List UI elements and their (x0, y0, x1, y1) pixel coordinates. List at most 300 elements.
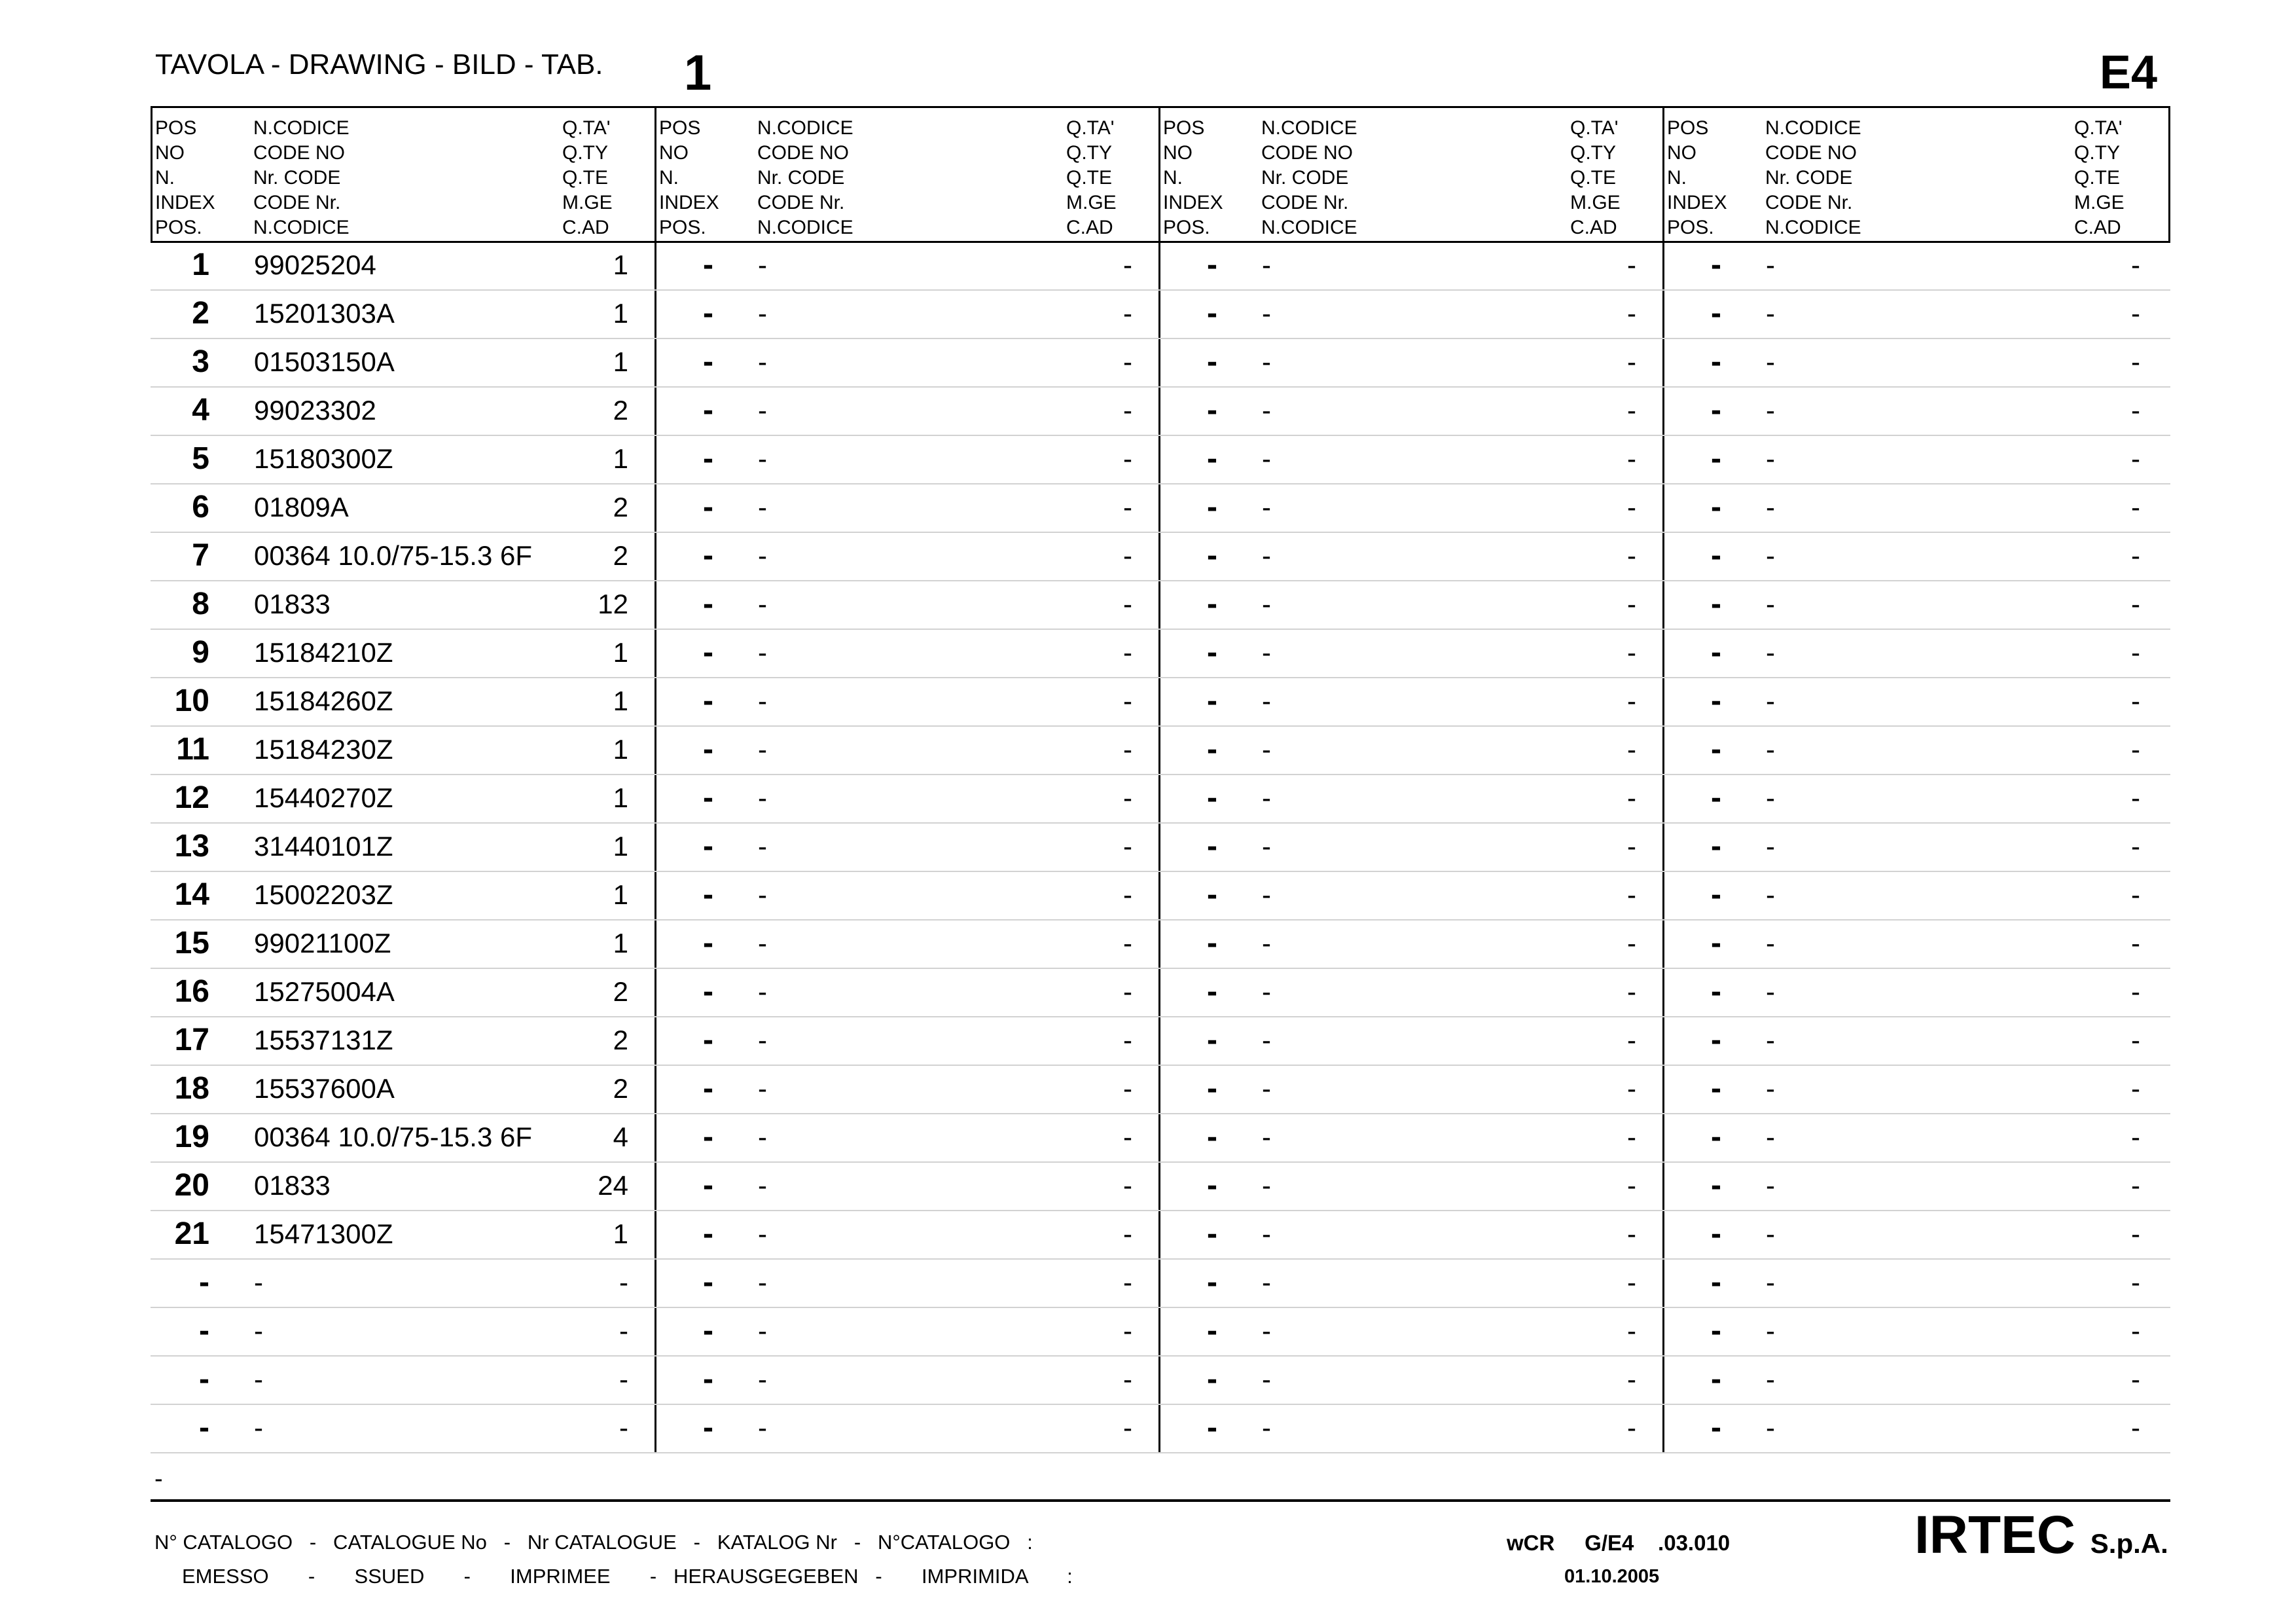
position-number: - (703, 1362, 713, 1396)
part-quantity: 1 (613, 249, 628, 280)
part-code: - (1766, 976, 1775, 1007)
position-number: - (1207, 587, 1217, 621)
part-quantity: 1 (613, 637, 628, 668)
part-code: - (1766, 249, 1775, 280)
part-code: - (1766, 1122, 1775, 1152)
position-number: - (703, 1023, 713, 1057)
part-code: - (1262, 976, 1271, 1007)
part-quantity: - (1627, 782, 1636, 813)
position-number: - (1207, 1410, 1217, 1445)
part-quantity: - (2131, 976, 2140, 1007)
part-code: 00364 10.0/75-15.3 6F (254, 1122, 533, 1152)
position-number: - (703, 1313, 713, 1348)
header-column-1 (152, 108, 656, 241)
part-quantity: 2 (613, 395, 628, 426)
position-number: - (1207, 441, 1217, 476)
part-code: - (758, 976, 767, 1007)
part-quantity: - (1627, 395, 1636, 426)
part-quantity: 1 (613, 298, 628, 329)
part-quantity: - (2131, 1170, 2140, 1201)
part-code: - (1262, 589, 1271, 619)
part-quantity: - (619, 1412, 628, 1443)
part-quantity: - (2131, 734, 2140, 765)
position-number: - (1207, 1216, 1217, 1251)
position-number: - (1207, 490, 1217, 524)
part-quantity: - (1627, 685, 1636, 716)
part-code: 15537600A (254, 1073, 395, 1104)
part-quantity: - (1123, 443, 1132, 474)
position-number: - (1207, 877, 1217, 912)
part-quantity: 1 (613, 685, 628, 716)
part-code: - (1262, 782, 1271, 813)
position-number: 7 (192, 538, 209, 573)
position-number: - (1207, 296, 1217, 331)
part-code: - (758, 1315, 767, 1346)
part-quantity: - (1627, 249, 1636, 280)
header-pos-label: POS NO N. INDEX POS. (659, 117, 719, 238)
part-quantity: - (1123, 1267, 1132, 1298)
table-row (151, 483, 2170, 533)
position-number: - (1711, 490, 1721, 524)
part-code: - (1766, 928, 1775, 958)
part-quantity: - (1627, 1364, 1636, 1395)
position-number: - (703, 926, 713, 960)
part-quantity: - (1123, 1412, 1132, 1443)
part-code: - (1262, 492, 1271, 522)
part-quantity: - (1627, 879, 1636, 910)
position-number: 2 (192, 296, 209, 331)
part-quantity: - (1123, 298, 1132, 329)
part-code: - (254, 1267, 263, 1298)
part-quantity: 1 (613, 346, 628, 377)
header-code-label: N.CODICE CODE NO Nr. CODE CODE Nr. N.CODICE (253, 117, 350, 238)
part-code: - (1766, 298, 1775, 329)
part-code: - (1262, 685, 1271, 716)
table-number: 1 (684, 45, 712, 101)
part-quantity: - (1627, 1170, 1636, 1201)
part-code: - (1262, 1218, 1271, 1249)
part-quantity: - (1123, 492, 1132, 522)
position-number: - (1711, 587, 1721, 621)
table-row (151, 1404, 2170, 1453)
part-code: - (1262, 540, 1271, 571)
part-quantity: 24 (598, 1170, 628, 1201)
part-code: - (1262, 298, 1271, 329)
part-code: - (758, 540, 767, 571)
position-number: 6 (192, 490, 209, 524)
part-code: - (1262, 1412, 1271, 1443)
part-quantity: - (1627, 1315, 1636, 1346)
position-number: - (1207, 1120, 1217, 1154)
position-number: 5 (192, 441, 209, 476)
position-number: - (1207, 684, 1217, 718)
part-code: - (1262, 1073, 1271, 1104)
table-row (151, 338, 2170, 388)
position-number: - (1711, 1362, 1721, 1396)
part-quantity: - (2131, 831, 2140, 862)
part-code: 00364 10.0/75-15.3 6F (254, 540, 533, 571)
part-code: - (1766, 395, 1775, 426)
part-quantity: - (1627, 346, 1636, 377)
position-number: 3 (192, 344, 209, 379)
position-number: - (1207, 635, 1217, 670)
part-quantity: - (1627, 540, 1636, 571)
part-code: - (1766, 685, 1775, 716)
part-code: - (1766, 1073, 1775, 1104)
position-number: - (1711, 635, 1721, 670)
position-number: 13 (174, 829, 209, 864)
part-quantity: - (1123, 540, 1132, 571)
part-quantity: - (2131, 346, 2140, 377)
part-quantity: - (1123, 1315, 1132, 1346)
part-code: 15180300Z (254, 443, 393, 474)
part-quantity: - (1123, 637, 1132, 668)
part-code: - (758, 1122, 767, 1152)
position-number: 12 (174, 780, 209, 815)
part-code: 15201303A (254, 298, 395, 329)
part-code: - (1766, 637, 1775, 668)
header-column-3 (1160, 108, 1664, 241)
part-code: - (1262, 928, 1271, 958)
position-number: - (1207, 926, 1217, 960)
header-pos-label: POS NO N. INDEX POS. (1163, 117, 1223, 238)
part-quantity: 2 (613, 540, 628, 571)
table-row (151, 1113, 2170, 1163)
part-quantity: - (619, 1364, 628, 1395)
position-number: 20 (174, 1168, 209, 1203)
position-number: - (703, 1410, 713, 1445)
position-number: - (703, 247, 713, 282)
part-code: 99025204 (254, 249, 376, 280)
position-number: - (199, 1410, 209, 1445)
part-quantity: - (2131, 395, 2140, 426)
part-code: 99021100Z (254, 928, 391, 958)
part-code: 01503150A (254, 346, 395, 377)
position-number: - (703, 684, 713, 718)
part-code: - (758, 249, 767, 280)
position-number: - (703, 780, 713, 815)
part-code: - (1766, 540, 1775, 571)
part-code: - (758, 685, 767, 716)
part-code: - (1766, 1170, 1775, 1201)
part-code: - (1262, 1267, 1271, 1298)
position-number: - (1207, 344, 1217, 379)
part-code: - (758, 443, 767, 474)
header-code-label: N.CODICE CODE NO Nr. CODE CODE Nr. N.CODICE (1765, 117, 1861, 238)
position-number: - (1207, 732, 1217, 767)
position-number: 11 (176, 732, 209, 767)
table-row (151, 1161, 2170, 1211)
position-number: - (703, 1071, 713, 1106)
position-number: - (1207, 1362, 1217, 1396)
table-row (151, 1258, 2170, 1308)
position-number: - (1207, 1023, 1217, 1057)
part-quantity: - (2131, 1073, 2140, 1104)
position-number: - (1711, 1168, 1721, 1203)
position-number: - (1711, 1023, 1721, 1057)
position-number: - (703, 1265, 713, 1300)
part-quantity: - (2131, 1025, 2140, 1055)
table-row (151, 629, 2170, 678)
part-code: - (758, 879, 767, 910)
part-quantity: - (1627, 298, 1636, 329)
part-code: - (1766, 1025, 1775, 1055)
part-code: - (1766, 831, 1775, 862)
part-code: - (1766, 879, 1775, 910)
table-row (151, 1307, 2170, 1357)
part-quantity: - (2131, 1122, 2140, 1152)
part-quantity: - (1123, 1364, 1132, 1395)
header-qty-label: Q.TA' Q.TY Q.TE M.GE C.AD (562, 117, 613, 238)
footer-divider (151, 1499, 2170, 1502)
table-row (151, 532, 2170, 581)
part-quantity: - (619, 1267, 628, 1298)
part-code: - (1262, 734, 1271, 765)
part-code: 15184230Z (254, 734, 393, 765)
part-quantity: - (2131, 1218, 2140, 1249)
position-number: - (703, 490, 713, 524)
part-code: - (758, 395, 767, 426)
part-code: 01833 (254, 1170, 331, 1201)
position-number: 10 (174, 684, 209, 718)
part-quantity: - (1627, 928, 1636, 958)
position-number: 4 (192, 393, 209, 428)
position-number: - (1207, 974, 1217, 1009)
part-code: - (1766, 492, 1775, 522)
position-number: - (199, 1313, 209, 1348)
part-code: - (758, 831, 767, 862)
company-logo (1914, 1504, 2168, 1566)
part-code: - (1262, 249, 1271, 280)
table-row (151, 725, 2170, 775)
part-code: 15184210Z (254, 637, 393, 668)
part-quantity: - (1123, 976, 1132, 1007)
part-code: 15471300Z (254, 1218, 393, 1249)
table-header (151, 106, 2170, 243)
position-number: - (1207, 1168, 1217, 1203)
part-quantity: - (2131, 443, 2140, 474)
position-number: - (1711, 344, 1721, 379)
part-quantity: - (1123, 734, 1132, 765)
table-row (151, 871, 2170, 921)
part-quantity: - (1627, 1122, 1636, 1152)
part-quantity: 1 (613, 1218, 628, 1249)
table-row (151, 919, 2170, 969)
position-number: - (1207, 1265, 1217, 1300)
catalogue-code: wCR G/E4 .03.010 (1507, 1531, 1731, 1555)
header-qty-label: Q.TA' Q.TY Q.TE M.GE C.AD (1066, 117, 1117, 238)
position-number: - (199, 1265, 209, 1300)
position-number: 8 (192, 587, 209, 621)
part-quantity: - (2131, 685, 2140, 716)
part-code: - (758, 1267, 767, 1298)
header-pos-label: POS NO N. INDEX POS. (155, 117, 215, 238)
table-row (151, 241, 2170, 291)
part-code: - (1262, 1364, 1271, 1395)
position-number: - (703, 974, 713, 1009)
part-code: - (1766, 443, 1775, 474)
part-code: 15275004A (254, 976, 395, 1007)
part-quantity: 2 (613, 1025, 628, 1055)
position-number: 9 (192, 635, 209, 670)
header-column-4 (1664, 108, 2168, 241)
position-number: - (1207, 780, 1217, 815)
position-number: - (703, 538, 713, 573)
part-quantity: 1 (613, 831, 628, 862)
part-code: - (758, 1073, 767, 1104)
part-code: - (1766, 1267, 1775, 1298)
part-quantity: - (1123, 249, 1132, 280)
position-number: - (199, 1362, 209, 1396)
table-row (151, 289, 2170, 339)
position-number: - (1711, 1410, 1721, 1445)
part-quantity: - (1627, 976, 1636, 1007)
position-number: 21 (174, 1216, 209, 1251)
position-number: - (703, 587, 713, 621)
table-row (151, 822, 2170, 872)
position-number: 14 (174, 877, 209, 912)
part-quantity: - (1627, 1073, 1636, 1104)
table-row (151, 1065, 2170, 1114)
position-number: - (1711, 441, 1721, 476)
part-quantity: - (1123, 589, 1132, 619)
part-quantity: 1 (613, 782, 628, 813)
part-quantity: - (2131, 1412, 2140, 1443)
position-number: - (1711, 538, 1721, 573)
part-quantity: 12 (598, 589, 628, 619)
part-quantity: - (2131, 1364, 2140, 1395)
position-number: - (1711, 1120, 1721, 1154)
part-quantity: - (1627, 831, 1636, 862)
part-code: - (758, 637, 767, 668)
part-code: - (1766, 1412, 1775, 1443)
position-number: 16 (174, 974, 209, 1009)
part-quantity: - (1123, 782, 1132, 813)
part-code: - (1262, 443, 1271, 474)
table-row (151, 386, 2170, 436)
part-code: - (758, 1218, 767, 1249)
table-row (151, 1210, 2170, 1260)
position-number: - (703, 393, 713, 428)
table-note: - (154, 1465, 163, 1493)
part-quantity: - (1123, 928, 1132, 958)
brand-name: IRTEC (1914, 1505, 2075, 1565)
part-code: 15184260Z (254, 685, 393, 716)
part-quantity: - (1627, 1267, 1636, 1298)
part-code: - (254, 1315, 263, 1346)
part-code: - (758, 1412, 767, 1443)
part-quantity: - (1123, 831, 1132, 862)
part-quantity: 1 (613, 928, 628, 958)
position-number: - (1207, 393, 1217, 428)
page-id: E4 (2099, 46, 2157, 99)
part-quantity: - (1627, 1218, 1636, 1249)
part-quantity: - (1123, 346, 1132, 377)
part-code: - (1766, 782, 1775, 813)
position-number: - (1711, 780, 1721, 815)
part-quantity: - (2131, 1315, 2140, 1346)
part-code: - (1766, 1315, 1775, 1346)
issued-label: EMESSO - SSUED - IMPRIMEE - HERAUSGEGEBEN - IMPRIMIDA : (182, 1565, 1073, 1588)
part-quantity: 1 (613, 443, 628, 474)
part-code: - (1766, 346, 1775, 377)
table-row (151, 677, 2170, 727)
position-number: - (1711, 1265, 1721, 1300)
part-code: - (254, 1412, 263, 1443)
position-number: - (1207, 247, 1217, 282)
catalogue-label: N° CATALOGO - CATALOGUE No - Nr CATALOGUE - KATALOG Nr - N°CATALOGO : (154, 1531, 1033, 1554)
header-pos-label: POS NO N. INDEX POS. (1667, 117, 1727, 238)
part-quantity: - (1627, 492, 1636, 522)
position-number: - (703, 1216, 713, 1251)
position-number: - (703, 635, 713, 670)
part-quantity: - (1123, 1073, 1132, 1104)
part-quantity: - (2131, 782, 2140, 813)
part-code: - (758, 589, 767, 619)
part-quantity: - (2131, 492, 2140, 522)
part-code: - (1262, 831, 1271, 862)
position-number: - (703, 732, 713, 767)
part-quantity: - (1627, 443, 1636, 474)
position-number: - (1711, 974, 1721, 1009)
part-quantity: - (1123, 685, 1132, 716)
part-quantity: - (619, 1315, 628, 1346)
part-code: - (758, 1364, 767, 1395)
table-row (151, 1355, 2170, 1405)
part-quantity: - (1627, 637, 1636, 668)
part-quantity: - (2131, 637, 2140, 668)
part-quantity: - (2131, 589, 2140, 619)
drawing-title: TAVOLA - DRAWING - BILD - TAB. (155, 48, 603, 81)
part-code: 31440101Z (254, 831, 393, 862)
part-code: - (1766, 1364, 1775, 1395)
header-column-2 (656, 108, 1160, 241)
part-code: 15002203Z (254, 879, 393, 910)
part-code: 01833 (254, 589, 331, 619)
position-number: - (1711, 1216, 1721, 1251)
header-code-label: N.CODICE CODE NO Nr. CODE CODE Nr. N.CODICE (757, 117, 853, 238)
position-number: - (703, 877, 713, 912)
part-quantity: - (1627, 734, 1636, 765)
part-quantity: - (2131, 1267, 2140, 1298)
part-quantity: - (1123, 1218, 1132, 1249)
table-row (151, 1016, 2170, 1066)
part-quantity: - (1627, 1412, 1636, 1443)
brand-suffix: S.p.A. (2090, 1528, 2168, 1559)
part-code: - (758, 346, 767, 377)
part-code: - (758, 1170, 767, 1201)
position-number: - (1711, 1313, 1721, 1348)
part-quantity: 1 (613, 734, 628, 765)
part-quantity: - (2131, 928, 2140, 958)
part-quantity: 2 (613, 976, 628, 1007)
part-quantity: - (2131, 540, 2140, 571)
part-quantity: - (1123, 879, 1132, 910)
part-code: 99023302 (254, 395, 376, 426)
part-code: 01809A (254, 492, 349, 522)
position-number: - (1207, 829, 1217, 864)
position-number: - (1711, 393, 1721, 428)
part-quantity: - (1123, 1170, 1132, 1201)
part-quantity: - (2131, 879, 2140, 910)
header-qty-label: Q.TA' Q.TY Q.TE M.GE C.AD (2074, 117, 2125, 238)
part-code: - (1262, 1315, 1271, 1346)
part-quantity: - (2131, 249, 2140, 280)
position-number: - (1711, 732, 1721, 767)
position-number: - (703, 1168, 713, 1203)
position-number: - (703, 344, 713, 379)
position-number: - (1711, 829, 1721, 864)
